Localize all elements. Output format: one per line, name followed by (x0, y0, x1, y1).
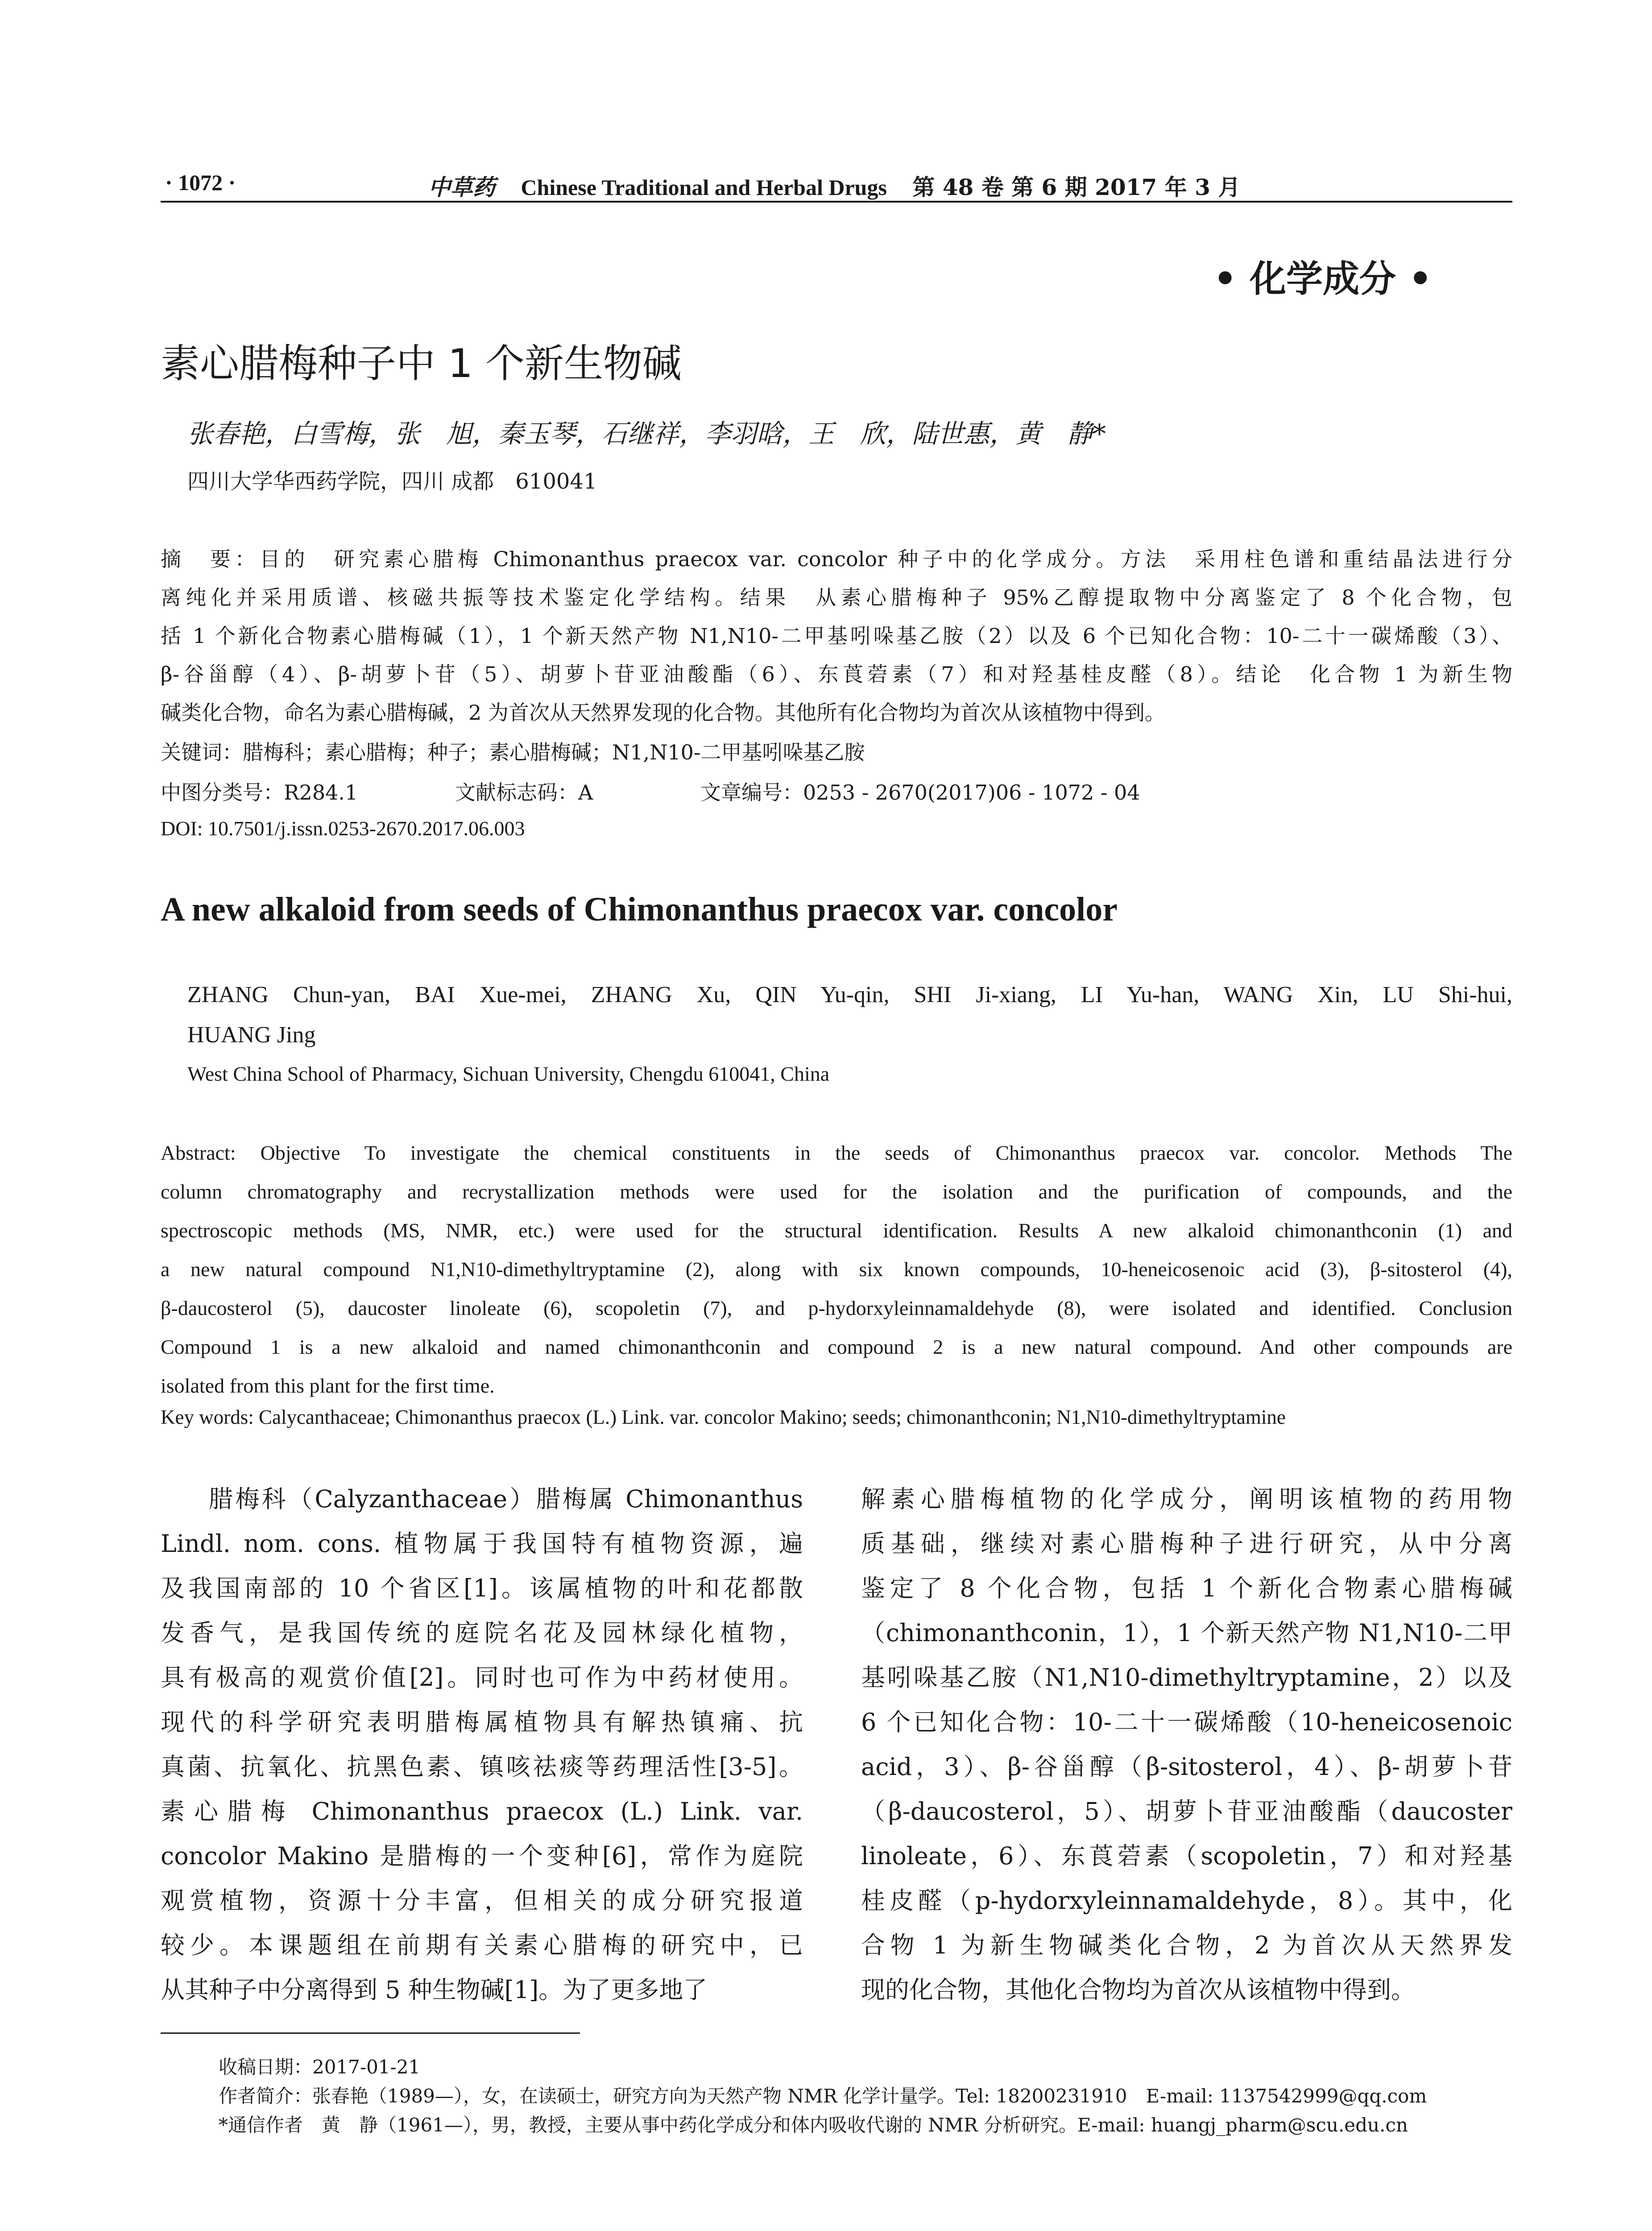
body-text-line: Lindl. nom. cons. 植物属于我国特有植物资源，遍 (161, 1530, 803, 1558)
abstract-en-line: Abstract: Objective To investigate the chemical constituents in the seeds of Chimonanthus praecox var. concolor. Methods The (161, 1141, 1512, 1164)
abstract-cn (161, 540, 1512, 732)
abstract-cn-line: 碱类化合物，命名为素心腊梅碱，2 为首次从天然界发现的化合物。其他所有化合物均为首次从该植物中得到。 (161, 701, 1165, 725)
body-text-line: （β-daucosterol，5）、胡萝卜苷亚油酸酯（daucoster (861, 1797, 1512, 1825)
abstract-en-line: spectroscopic methods (MS, NMR, etc.) were used for the structural identification. Results A new alkaloid chimonanthconin (1) and (161, 1219, 1512, 1242)
document-code: 文献标志码：A (455, 780, 593, 804)
abstract-cn-line: 离纯化并采用质谱、核磁共振等技术鉴定化学结构。结果 从素心腊梅种子 95%乙醇提取物中分离鉴定了 8 个化合物，包 (161, 585, 1512, 610)
footnote-rule (161, 2032, 580, 2034)
page-number: · 1072 · (165, 170, 236, 195)
abstract-en-line: β-daucosterol (5), daucoster linoleate (6), scopoletin (7), and p-hydorxyleinnamaldehyde (8), were isolated and identified. Conclusion (161, 1297, 1512, 1319)
body-text-line: 腊梅科（Calyzanthaceae）腊梅属 Chimonanthus (209, 1485, 803, 1513)
body-text-line: 真菌、抗氧化、抗黑色素、镇咳祛痰等药理活性[3-5]。 (161, 1753, 803, 1781)
affiliation-cn: 四川大学华西药学院，四川 成都 610041 (187, 469, 597, 494)
body-text-line: 及我国南部的 10 个省区[1]。该属植物的叶和花都散 (161, 1574, 803, 1602)
body-text-line: linoleate，6）、东莨菪素（scopoletin，7）和对羟基 (861, 1842, 1512, 1870)
body-text-line: 具有极高的观赏价值[2]。同时也可作为中药材使用。 (161, 1663, 803, 1692)
abstract-en-line: a new natural compound N1,N10-dimethyltryptamine (2), along with six known compounds, 10-heneicosenoic acid (3), β-sitosterol (4), (161, 1258, 1512, 1281)
body-text-line: 发香气，是我国传统的庭院名花及园林绿化植物， (161, 1619, 803, 1647)
section-label: • 化学成分 • (1213, 257, 1432, 300)
body-text-line: 观赏植物，资源十分丰富，但相关的成分研究报道 (161, 1887, 803, 1915)
abstract-en-line: isolated from this plant for the first time. (161, 1374, 495, 1397)
journal-running-header (428, 170, 1240, 202)
body-text-line: concolor Makino 是腊梅的一个变种[6]，常作为庭院 (161, 1842, 803, 1870)
page-title-cn: 素心腊梅种子中 1 个新生物碱 (161, 340, 682, 386)
journal-name-cn: 中草药 (428, 174, 495, 200)
authors-cn: 张春艳，白雪梅，张 旭，秦玉琴，石继祥，李羽晗，王 欣，陆世惠，黄 静* (187, 419, 1106, 449)
abstract-en-line: column chromatography and recrystallization methods were used for the isolation and the purification of compounds, and the (161, 1180, 1512, 1203)
journal-name-en: Chinese Traditional and Herbal Drugs (521, 175, 887, 200)
body-text-line: 从其种子中分离得到 5 种生物碱[1]。为了更多地了 (161, 1976, 708, 2004)
body-text-line: 6 个已知化合物：10-二十一碳烯酸（10-heneicosenoic (861, 1708, 1512, 1736)
body-text-line: 合物 1 为新生物碱类化合物，2 为首次从天然界发 (861, 1931, 1512, 1959)
body-text-line: 解素心腊梅植物的化学成分，阐明该植物的药用物 (861, 1485, 1512, 1513)
clc-number: 中图分类号：R284.1 (161, 780, 358, 804)
abstract-cn-line: 摘 要：目的 研究素心腊梅 Chimonanthus praecox var. concolor 种子中的化学成分。方法 采用柱色谱和重结晶法进行分 (161, 547, 1512, 571)
body-text-line: （chimonanthconin，1），1 个新天然产物 N1,N10-二甲 (861, 1619, 1512, 1647)
body-column-right (861, 1477, 1512, 2012)
body-text-line: 现代的科学研究表明腊梅属植物具有解热镇痛、抗 (161, 1708, 803, 1736)
keywords-en: Key words: Calycanthaceae; Chimonanthus praecox (L.) Link. var. concolor Makino; seeds; chimonanthconin; N1,N10-dimethyltryptamine (161, 1406, 1286, 1428)
journal-issue: 第 48 卷 第 6 期 2017 年 3 月 (912, 174, 1241, 200)
authors-en-line: ZHANG Chun-yan, BAI Xue-mei, ZHANG Xu, QIN Yu-qin, SHI Ji-xiang, LI Yu-han, WANG Xin, LU Shi-hui, (187, 982, 1512, 1008)
body-text-line: 现的化合物，其他化合物均为首次从该植物中得到。 (861, 1976, 1415, 2004)
body-text-line: 桂皮醛（p-hydorxyleinnamaldehyde，8）。其中，化 (861, 1887, 1512, 1915)
body-text-line: 较少。本课题组在前期有关素心腊梅的研究中，已 (161, 1931, 803, 1959)
footnote-author-info: 作者简介：张春艳（1989—），女，在读硕士，研究方向为天然产物 NMR 化学计量学。Tel: 18200231910 E-mail: 1137542999@qq.com (219, 2085, 1427, 2107)
keywords-cn: 关键词：腊梅科；素心腊梅；种子；素心腊梅碱；N1,N10-二甲基吲哚基乙胺 (161, 740, 865, 764)
doi: DOI: 10.7501/j.issn.0253-2670.2017.06.003 (161, 817, 525, 840)
body-text-line: 鉴定了 8 个化合物，包括 1 个新化合物素心腊梅碱 (861, 1574, 1512, 1602)
abstract-cn-line: 括 1 个新化合物素心腊梅碱（1），1 个新天然产物 N1,N10-二甲基吲哚基乙胺（2）以及 6 个已知化合物：10-二十一碳烯酸（3）、 (161, 624, 1512, 648)
header-rule (161, 201, 1512, 203)
authors-en-line: HUANG Jing (187, 1022, 316, 1048)
body-text-line: 素心腊梅 Chimonanthus praecox (L.) Link. var. (161, 1797, 803, 1825)
abstract-en (161, 1133, 1512, 1405)
footnote-corresponding-author: *通信作者 黄 静（1961—），男，教授，主要从事中药化学成分和体内吸收代谢的 NMR 分析研究。E-mail: huangj_pharm@scu.edu.cn (219, 2114, 1408, 2136)
footnote-received-date: 收稿日期：2017-01-21 (219, 2056, 421, 2078)
article-number: 文章编号：0253 - 2670(2017)06 - 1072 - 04 (700, 780, 1140, 804)
abstract-cn-line: β-谷甾醇（4）、β-胡萝卜苷（5）、胡萝卜苷亚油酸酯（6）、东莨菪素（7）和对羟基桂皮醛（8）。结论 化合物 1 为新生物 (161, 662, 1512, 686)
page-title-en: A new alkaloid from seeds of Chimonanthus praecox var. concolor (161, 891, 1118, 928)
body-text-line: 基吲哚基乙胺（N1,N10-dimethyltryptamine，2）以及 (861, 1663, 1512, 1692)
abstract-en-line: Compound 1 is a new alkaloid and named chimonanthconin and compound 2 is a new natural compound. And other compounds are (161, 1335, 1512, 1358)
affiliation-en: West China School of Pharmacy, Sichuan University, Chengdu 610041, China (187, 1062, 830, 1085)
body-text-line: 质基础，继续对素心腊梅种子进行研究，从中分离 (861, 1530, 1512, 1558)
authors-en (187, 975, 1512, 1055)
body-column-left (161, 1477, 803, 2012)
body-text-line: acid，3）、β-谷甾醇（β-sitosterol，4）、β-胡萝卜苷 (861, 1753, 1512, 1781)
